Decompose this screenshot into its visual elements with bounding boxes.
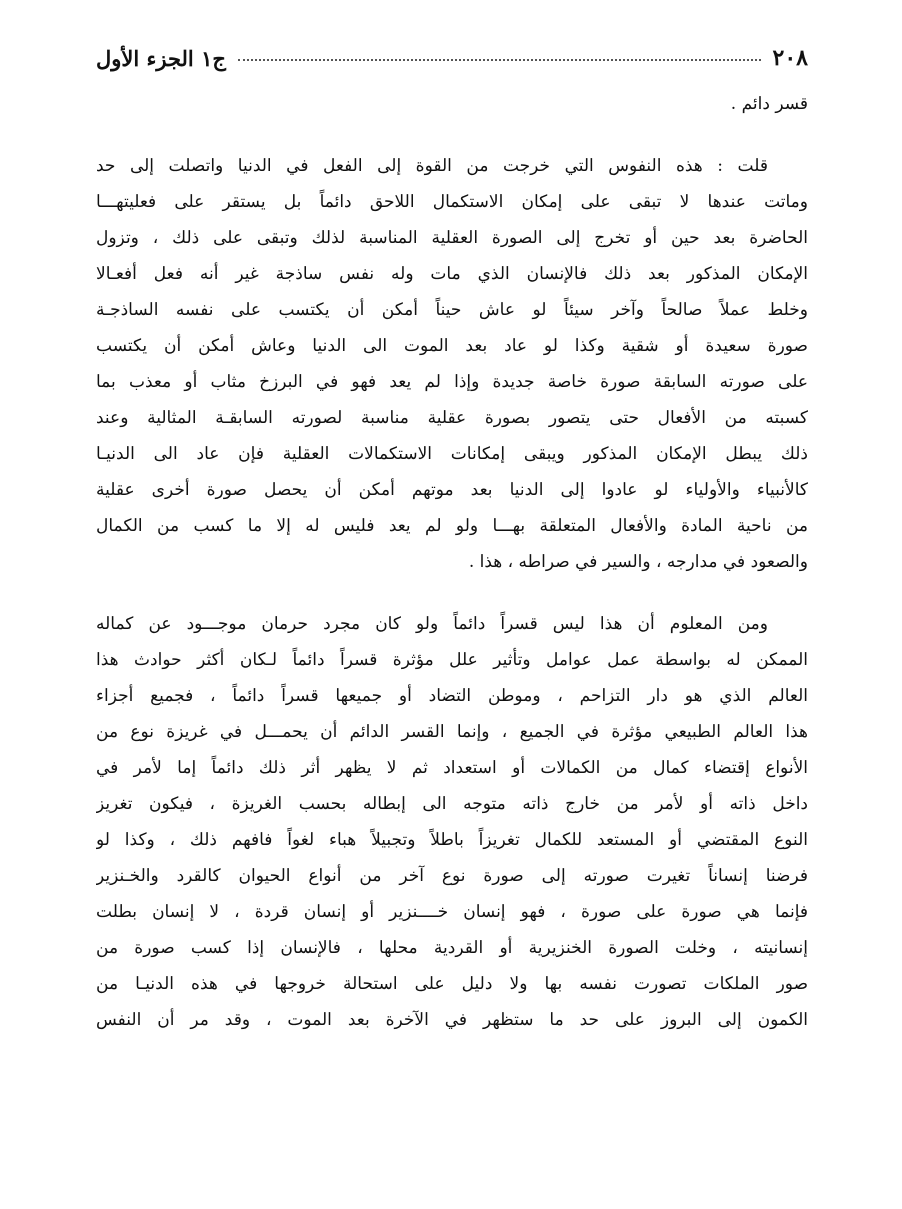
- page-number: ٢٠٨: [772, 45, 808, 71]
- text-line: ومن المعلوم أن هذا ليس قسراً دائماً ولو كان مجرد حرمان موجـــود عن كماله: [96, 614, 768, 634]
- body-text: [96, 86, 808, 1038]
- header-dotted-rule: [238, 59, 761, 61]
- running-title: ج١ الجزء الأول: [96, 45, 226, 71]
- text-line: كالأنبياء والأولياء لو عادوا إلى الدنيا بعد موتهم أمكن أن يحصل صورة أخرى عقلية: [96, 480, 808, 500]
- text-line: صور الملكات تصورت نفسه بها ولا دليل على استحالة خروجها في هذه الدنيـا من: [96, 974, 808, 994]
- text-line: والصعود في مدارجه ، والسير في صراطه ، هذا .: [468, 552, 808, 572]
- text-line: ذلك يبطل الإمكان المذكور ويبقى إمكانات الاستكمالات العقلية فإن عاد الى الدنيـا: [96, 444, 808, 464]
- text-line: فإنما هي صورة على صورة ، فهو إنسان خــــنزير أو إنسان قردة ، لا إنسان بطلت: [96, 902, 808, 922]
- page-header: [96, 38, 808, 78]
- text-line: الإمكان المذكور بعد ذلك فالإنسان الذي مات وله نفس ساذجة غير أنه فعل أفعـالا: [96, 264, 808, 284]
- paragraph: [96, 148, 808, 580]
- text-line: صورة سعيدة أو شقية وكذا لو عاد بعد الموت الى الدنيا وعاش أمكن أن يكتسب: [96, 336, 808, 356]
- text-line: النوع المقتضي أو المستعد للكمال تغريزاً باطلاً وتجبيلاً هباء لغواً فافهم ذلك ، وكذا لو: [96, 830, 808, 850]
- text-line: قسر دائم .: [730, 94, 808, 114]
- text-line: هذا العالم الطبيعي مؤثرة في الجميع ، وإنما القسر الدائم أن يحمـــل في غريزة نوع من: [96, 722, 808, 742]
- text-line: وماتت عندها لا تبقى على إمكان الاستكمال اللاحق دائماً بل يستقر على فعليتهـــا: [96, 192, 808, 212]
- paragraph: [96, 606, 808, 1038]
- text-line: إنسانيته ، وخلت الصورة الخنزيرية أو القردية محلها ، فالإنسان إذا كسب صورة من: [96, 938, 808, 958]
- text-line: الحاضرة بعد حين أو تخرج إلى الصورة العقلية المناسبة لذلك وتبقى على ذلك ، وتزول: [96, 228, 808, 248]
- text-line: فرضنا إنساناً تغيرت صورته إلى صورة نوع آخر من أنواع الحيوان كالقرد والخـنزير: [96, 866, 808, 886]
- text-line: وخلط عملاً صالحاً وآخر سيئاً لو عاش حيناً أمكن أن يكتسب على نفسه الساذجـة: [96, 300, 808, 320]
- text-line: الأنواع إقتضاء كمال من الكمالات أو استعداد ثم لا يظهر أثر ذلك دائماً إما لأمر في: [96, 758, 808, 778]
- text-line: العالم الذي هو دار التزاحم ، وموطن التضاد أو جميعها قسراً دائماً ، فجميع أجزاء: [96, 686, 808, 706]
- text-line: الممكن له بواسطة عمل عوامل وتأثير علل مؤثرة قسراً دائماً لـكان أكثر حوادث هذا: [96, 650, 808, 670]
- text-line: قلت : هذه النفوس التي خرجت من القوة إلى الفعل في الدنيا واتصلت إلى حد: [96, 156, 768, 176]
- paragraph: [96, 86, 808, 122]
- text-line: من ناحية المادة والأفعال المتعلقة بهـــا ولو لم يعد فليس له إلا ما كسب من الكمال: [96, 516, 808, 536]
- text-line: داخل ذاته أو لأمر من خارج ذاته متوجه الى إبطاله بحسب الغريزة ، فيكون تغريز: [96, 794, 808, 814]
- text-line: كسبته من الأفعال حتى يتصور بصورة عقلية مناسبة لصورته السابقـة المثالية وعند: [96, 408, 808, 428]
- text-line: على صورته السابقة صورة خاصة جديدة وإذا لم يعد فهو في البرزخ مثاب أو معذب بما: [96, 372, 808, 392]
- text-line: الكمون إلى البروز على حد ما ستظهر في الآخرة بعد الموت ، وقد مر أن النفس: [96, 1010, 808, 1030]
